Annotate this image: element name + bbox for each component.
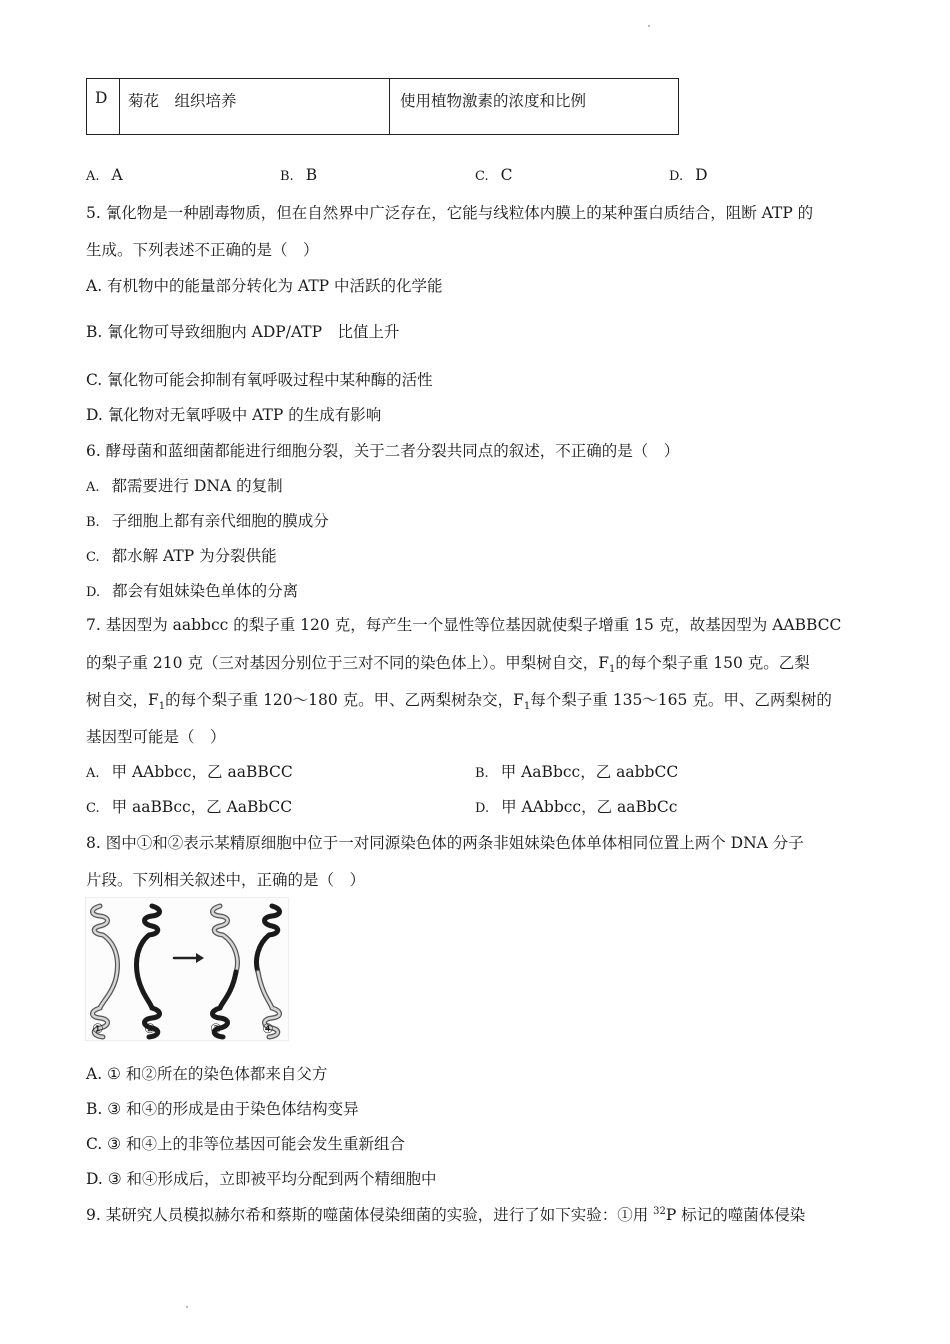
diagram-label-1: ① — [92, 1022, 104, 1037]
q7-option-a[interactable]: A. 甲 AAbbcc，乙 aaBBCC — [86, 763, 293, 781]
q5-stem-line1: 5. 氰化物是一种剧毒物质，但在自然界中广泛存在，它能与线粒体内膜上的某种蛋白质结合，阻断 ATP 的 — [86, 204, 814, 222]
q8-option-d[interactable]: D. ③ 和④形成后，立即被平均分配到两个精细胞中 — [86, 1170, 437, 1188]
q8-stem-line1: 8. 图中①和②表示某精原细胞中位于一对同源染色体的两条非姐妹染色体单体相同位置上两个 DNA 分子 — [86, 834, 804, 852]
q7-option-b[interactable]: B. 甲 AaBbcc，乙 aabbCC — [475, 763, 679, 781]
diagram-label-4: ④ — [262, 1022, 274, 1037]
q8-option-c[interactable]: C. ③ 和④上的非等位基因可能会发生重新组合 — [86, 1135, 405, 1153]
table-cell-factor: 使用植物激素的浓度和比例 — [390, 79, 679, 135]
q7-stem-line3: 树自交，$F_1$的每个梨子重 120～180 克。甲、乙两梨树杂交，$F_1$每个梨子重 135～165 克。甲、乙两梨树的 — [86, 691, 832, 713]
q5-option-b[interactable]: B. 氰化物可导致细胞内 ADP/ATP 比值上升 — [86, 323, 400, 341]
diagram-label-2: ② — [144, 1022, 156, 1037]
q4-option-d[interactable]: D. D — [669, 166, 708, 184]
q6-option-d[interactable]: D. 都会有姐妹染色单体的分离 — [86, 582, 299, 600]
q4-option-c[interactable]: C. C — [475, 166, 513, 184]
q8-option-a[interactable]: A. ① 和②所在的染色体都来自父方 — [86, 1065, 328, 1083]
q8-option-b[interactable]: B. ③ 和④的形成是由于染色体结构变异 — [86, 1100, 359, 1118]
dna-crossover-diagram — [85, 897, 289, 1041]
dna-strand-3 — [213, 906, 238, 1037]
dna-crossover-svg — [86, 898, 288, 1040]
q5-stem-line2: 生成。下列表述不正确的是（ ） — [86, 241, 319, 259]
q9-stem-line1: 9. 某研究人员模拟赫尔希和蔡斯的噬菌体侵染细菌的实验，进行了如下实验：①用 $^{32}$P 标记的噬菌体侵染 — [86, 1205, 806, 1224]
q6-option-c[interactable]: C. 都水解 ATP 为分裂供能 — [86, 547, 277, 565]
q4-option-a[interactable]: A. A — [86, 166, 123, 184]
crossover-arrow — [174, 953, 204, 963]
dna-strand-1 — [93, 906, 118, 1037]
q5-option-c[interactable]: C. 氰化物可能会抑制有氧呼吸过程中某种酶的活性 — [86, 371, 433, 389]
q7-stem-line4: 基因型可能是（ ） — [86, 728, 226, 746]
q8-stem-line2: 片段。下列相关叙述中，正确的是（ ） — [86, 871, 366, 889]
dna-strand-2 — [136, 906, 159, 1037]
options-table-row — [86, 78, 679, 135]
dna-strand-4 — [256, 906, 279, 1037]
diagram-label-3: ③ — [210, 1022, 222, 1037]
q6-option-a[interactable]: A. 都需要进行 DNA 的复制 — [86, 477, 283, 495]
q7-stem-line1: 7. 基因型为 aabbcc 的梨子重 120 克，每产生一个显性等位基因就使梨子增重 15 克，故基因型为 AABBCC — [86, 616, 842, 634]
q6-option-b[interactable]: B. 子细胞上都有亲代细胞的膜成分 — [86, 512, 329, 530]
q5-option-a[interactable]: A. 有机物中的能量部分转化为 ATP 中活跃的化学能 — [86, 277, 443, 295]
q7-stem-line2: 的梨子重 210 克（三对基因分别位于三对不同的染色体上）。甲梨树自交，$F_1$的每个梨子重 150 克。乙梨 — [86, 654, 810, 676]
q5-option-d[interactable]: D. 氰化物对无氧呼吸中 ATP 的生成有影响 — [86, 406, 382, 424]
table-cell-letter: D — [87, 79, 120, 135]
table-cell-material: 菊花 组织培养 — [120, 79, 390, 135]
q4-option-b[interactable]: B. B — [280, 166, 318, 184]
q6-stem: 6. 酵母菌和蓝细菌都能进行细胞分裂，关于二者分裂共同点的叙述，不正确的是（ ） — [86, 442, 680, 460]
q7-option-d[interactable]: D. 甲 AAbbcc，乙 aaBbCc — [475, 798, 678, 816]
q7-option-c[interactable]: C. 甲 aaBBcc，乙 AaBbCC — [86, 798, 293, 816]
